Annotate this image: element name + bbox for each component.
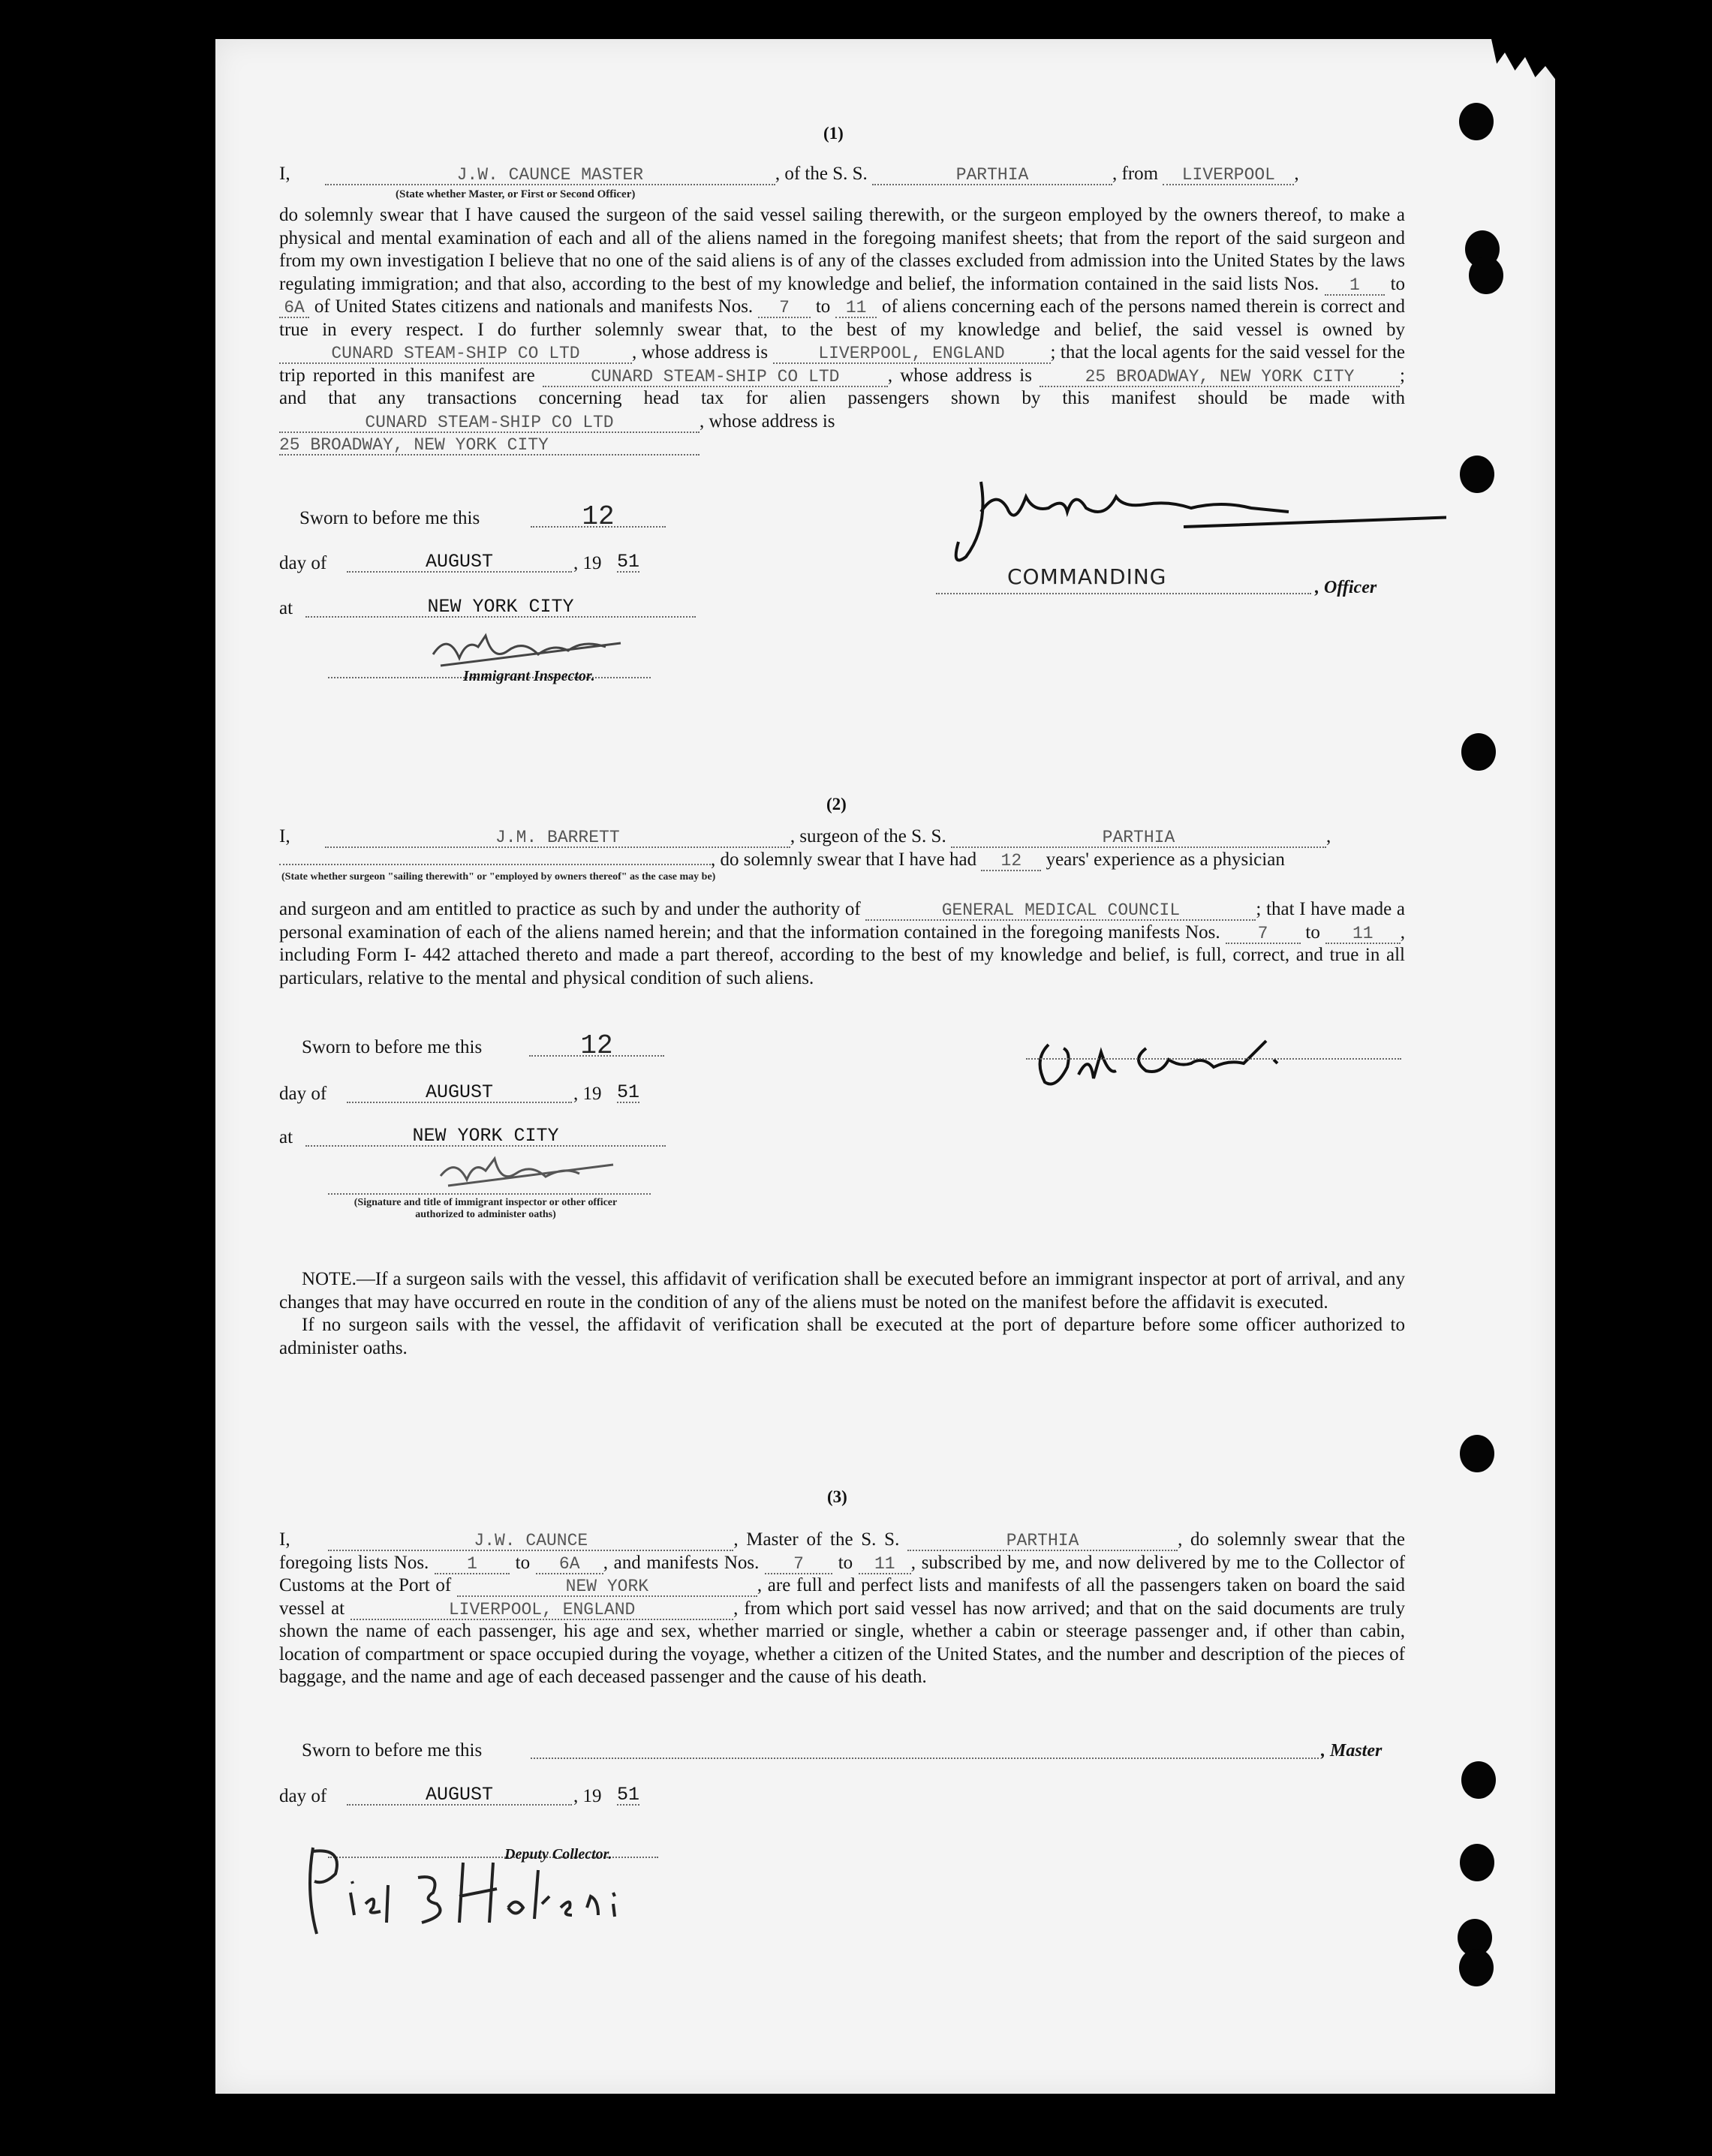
master-subcaption: (State whether Master, or First or Second Officer) <box>396 188 636 200</box>
year-field: 51 <box>617 1081 640 1103</box>
manifest-to-field: 11 <box>835 299 877 318</box>
manifest-from-field: 7 <box>1226 925 1301 944</box>
month-field: AUGUST <box>347 553 572 573</box>
punch-hole <box>1460 456 1494 493</box>
inspector-caption: (Signature and title of immigrant inspector or other officer authorized to administer oaths) <box>354 1197 618 1220</box>
section-3-body: I, J.W. CAUNCE , Master of the S. S. PARTHIA , do solemnly swear that the foregoing lists Nos. 1 to 6A , and manifests Nos. 7 to 11 , subscribed by me, and now delivered by me to the Collector of Customs at the Port of NEW YORK , are full and perfect lists and manifests of all the passengers taken on board the said vessel at LIVERPOOL, ENGLAND , from which port said vessel has now arrived; and that on the said documents are truly shown the name of each passenger, his age and sex, whether married or single, whether a cabin or steerage passenger and, if other than cabin, location of compartment or space occupied during the voyage, whether a citizen of the United States, and the number and description of the pieces of baggage, and the name and age of each deceased passenger and the cause of his death. <box>279 1529 1406 1687</box>
punch-hole <box>1461 733 1496 771</box>
ship-field: PARTHIA <box>951 828 1326 848</box>
surgeon-type-field <box>279 864 711 865</box>
at-label: at <box>279 1127 293 1147</box>
surgeon-subcaption: (State whether surgeon "sailing therewith" or "employed by owners thereof" as the case may be) <box>281 871 716 883</box>
manifest-page <box>215 39 1555 2094</box>
handwritten-note <box>290 1833 741 1945</box>
lists-from-field: 1 <box>435 1555 510 1574</box>
sworn-day-field: 12 <box>531 508 666 528</box>
form-text: , including Form I- 442 attached thereto and made a part thereof, according to the best of my knowledge and belief, is full, correct, and true in all particulars, relative to the mental and physical condition of such aliens. <box>279 922 1406 988</box>
day-of-label: day of <box>279 1786 327 1806</box>
lists-from-field: 1 <box>1325 276 1385 296</box>
head-tax-address-field: 25 BROADWAY, NEW YORK CITY <box>279 436 700 456</box>
master-field: J.W. CAUNCE <box>328 1532 733 1551</box>
sworn-label: Sworn to before me this <box>299 508 480 528</box>
port-field: NEW YORK <box>457 1577 757 1597</box>
section-3-heading: (3) <box>827 1487 847 1506</box>
documents-text: port said vessel has now arrived; and that on the said documents are truly shown the name of each passenger, his age and sex, whether married or single, whether a cabin or steerage passenger and, if other than cabin, location of compartment or space occupied during the voyage, whether a citizen of the United States, and the number and description of the pieces of baggage, and the name and age of each deceased passenger and the cause of his death. <box>279 1598 1405 1687</box>
section-1-body: do solemnly swear that I have caused the surgeon of the said vessel sailing therewith, or the surgeon employed by the owners thereof, to make a physical and mental examination of each and all of the aliens named in the foregoing manifest sheets; that from the report of the said surgeon and from my own investigation I believe that no one of the said aliens is of any of the classes excluded from admission into the United States by the laws regulating immigration; and that also, according to the best of my knowledge and belief, the information contained in the said lists Nos. 1 to 6A of United States citizens and nationals and manifests Nos. 7 to 11 of aliens concerning each of the persons named therein is correct and true in every respect. I do further solemnly swear that, to the best of my knowledge and belief, the said vessel is owned byCUNARD STEAM-SHIP CO LTD , whose address is LIVERPOOL, ENGLAND ; that the local agents for the said vessel for the trip reported in this manifest are CUNARD STEAM-SHIP CO LTD , whose address is 25 BROADWAY, NEW YORK CITY ; and that any transactions concerning head tax for alien passengers shown by this manifest should be made with CUNARD STEAM-SHIP CO LTD , whose address is 25 BROADWAY, NEW YORK CITY <box>279 205 1406 455</box>
lists-to-field: 6A <box>536 1555 603 1574</box>
sworn-label: Sworn to before me this <box>302 1740 483 1761</box>
punch-hole <box>1460 1435 1494 1472</box>
officer-label: , Officer <box>1315 578 1377 597</box>
note-label: NOTE. <box>302 1269 357 1289</box>
note-block <box>279 1268 1405 1360</box>
inspector-signature <box>426 1150 636 1195</box>
place-field: NEW YORK CITY <box>305 1127 666 1147</box>
note-text: —If a surgeon sails with the vessel, this affidavit of verification shall be executed before an immigrant inspector at port of arrival, and any changes that may have occurred en route in the condition of any of the aliens must be noted on the manifest before the affidavit is executed. <box>279 1269 1405 1313</box>
punch-hole <box>1460 1844 1494 1881</box>
head-tax-text: ; and that any transactions concerning head tax for alien passengers shown by this manifest should be made with <box>279 365 1405 408</box>
examination-text: that I have made a personal examination of each of the aliens named herein; and that the information contained in the foregoing manifests Nos. <box>279 899 1406 943</box>
commanding-text: COMMANDING <box>1007 564 1167 589</box>
month-field: AUGUST <box>347 1786 572 1806</box>
departure-field: LIVERPOOL, ENGLAND <box>351 1601 733 1620</box>
punch-hole <box>1469 257 1503 294</box>
owner-address-field: LIVERPOOL, ENGLAND <box>773 344 1051 364</box>
manifest-from-field: 7 <box>758 299 811 318</box>
year-field: 51 <box>617 551 640 573</box>
year-prefix: , 19 <box>573 1786 602 1806</box>
agents-field: CUNARD STEAM-SHIP CO LTD <box>543 368 888 387</box>
day-of-label: day of <box>279 1084 327 1104</box>
deputy-caption: Deputy Collector. <box>504 1846 612 1863</box>
from-label: , from <box>1112 164 1159 184</box>
year-prefix: , 19 <box>573 553 602 573</box>
sworn-day-field: 12 <box>529 1037 664 1057</box>
ship-field: PARTHIA <box>872 166 1112 185</box>
torn-corner <box>1491 39 1559 84</box>
oath-text-3: of aliens concerning each of the persons named therein is correct and true in every respect. I do further solemnly swear that, to the best of my knowledge and belief, the said vessel is owned by <box>279 296 1405 340</box>
month-field: AUGUST <box>347 1084 572 1103</box>
section-1-first-line: I, J.W. CAUNCE MASTER , of the S. S. PARTHIA , from LIVERPOOL , <box>279 164 1299 185</box>
manifest-from-field: 7 <box>765 1555 832 1574</box>
punch-hole <box>1459 103 1494 140</box>
section-2-body: and surgeon and am entitled to practice as such by and under the authority of GENERAL MEDICAL COUNCIL ; that I have made a personal examination of each of the aliens named herein; and that the information contained in the foregoing manifests Nos. 7 to 11 , including Form I- 442 attached thereto and made a part thereof, according to the best of my knowledge and belief, is full, correct, and true in all particulars, relative to the mental and physical condition of such aliens. <box>279 899 1406 988</box>
year-prefix: , 19 <box>573 1084 602 1104</box>
surgeon-sig-line <box>1026 1058 1401 1060</box>
manifest-to-field: 11 <box>859 1555 911 1574</box>
note-text-2: If no surgeon sails with the vessel, the affidavit of verification shall be executed at the port of departure before some officer authorized to administer oaths. <box>279 1315 1405 1358</box>
master-label: , Master <box>1321 1741 1383 1761</box>
surgeon-signature <box>1026 1030 1356 1097</box>
owner-field: CUNARD STEAM-SHIP CO LTD <box>279 344 632 364</box>
agents-address-field: 25 BROADWAY, NEW YORK CITY <box>1040 368 1400 387</box>
surgeon-field: J.M. BARRETT <box>325 828 790 848</box>
punch-hole <box>1459 1949 1494 1986</box>
officer-line <box>936 593 1311 594</box>
agents-label: that the local agents for the said vessel for the trip reported in this manifest are <box>279 342 1406 386</box>
of-ss-label: , of the S. S. <box>775 164 868 184</box>
section-2-heading: (2) <box>826 795 847 813</box>
head-tax-field: CUNARD STEAM-SHIP CO LTD <box>279 413 700 433</box>
punch-hole <box>1461 1761 1496 1799</box>
master-signature <box>936 467 1446 579</box>
manifest-to-field: 11 <box>1325 925 1401 944</box>
sworn-label: Sworn to before me this <box>302 1037 483 1057</box>
place-field: NEW YORK CITY <box>305 598 696 618</box>
port-field: LIVERPOOL <box>1163 166 1294 185</box>
i-label: I, <box>279 164 290 184</box>
oath-text-1: do solemnly swear that I have caused the surgeon of the said vessel sailing therewith, or the surgeon employed by the owners thereof, to make a physical and mental examination of each and all of the aliens named in the foregoing manifest sheets; that from the report of the said surgeon and from my own investigation I believe that no one of the said aliens is of any of the classes excluded from admission into the United States by the laws regulating immigration; and that also, according to the best of my knowledge and belief, the information contained in the said lists Nos. <box>279 205 1405 294</box>
section-2-first-line: I, J.M. BARRETT , surgeon of the S. S. PARTHIA , , do solemnly swear that I have had 12 years' experience as a physician <box>279 826 1331 871</box>
years-field: 12 <box>981 852 1041 871</box>
master-line <box>531 1758 1319 1759</box>
at-label: at <box>279 598 293 618</box>
inspector-line <box>328 1193 651 1195</box>
master-field: J.W. CAUNCE MASTER <box>325 166 775 185</box>
section-1-heading: (1) <box>823 124 844 143</box>
day-of-label: day of <box>279 553 327 573</box>
lists-to-field: 6A <box>279 299 309 318</box>
ship-field: PARTHIA <box>907 1532 1178 1551</box>
authority-field: GENERAL MEDICAL COUNCIL <box>865 901 1256 921</box>
oath-text-2: of United States citizens and nationals and manifests Nos. <box>314 296 754 317</box>
year-field: 51 <box>617 1784 640 1806</box>
inspector-caption: Immigrant Inspector. <box>463 668 595 684</box>
